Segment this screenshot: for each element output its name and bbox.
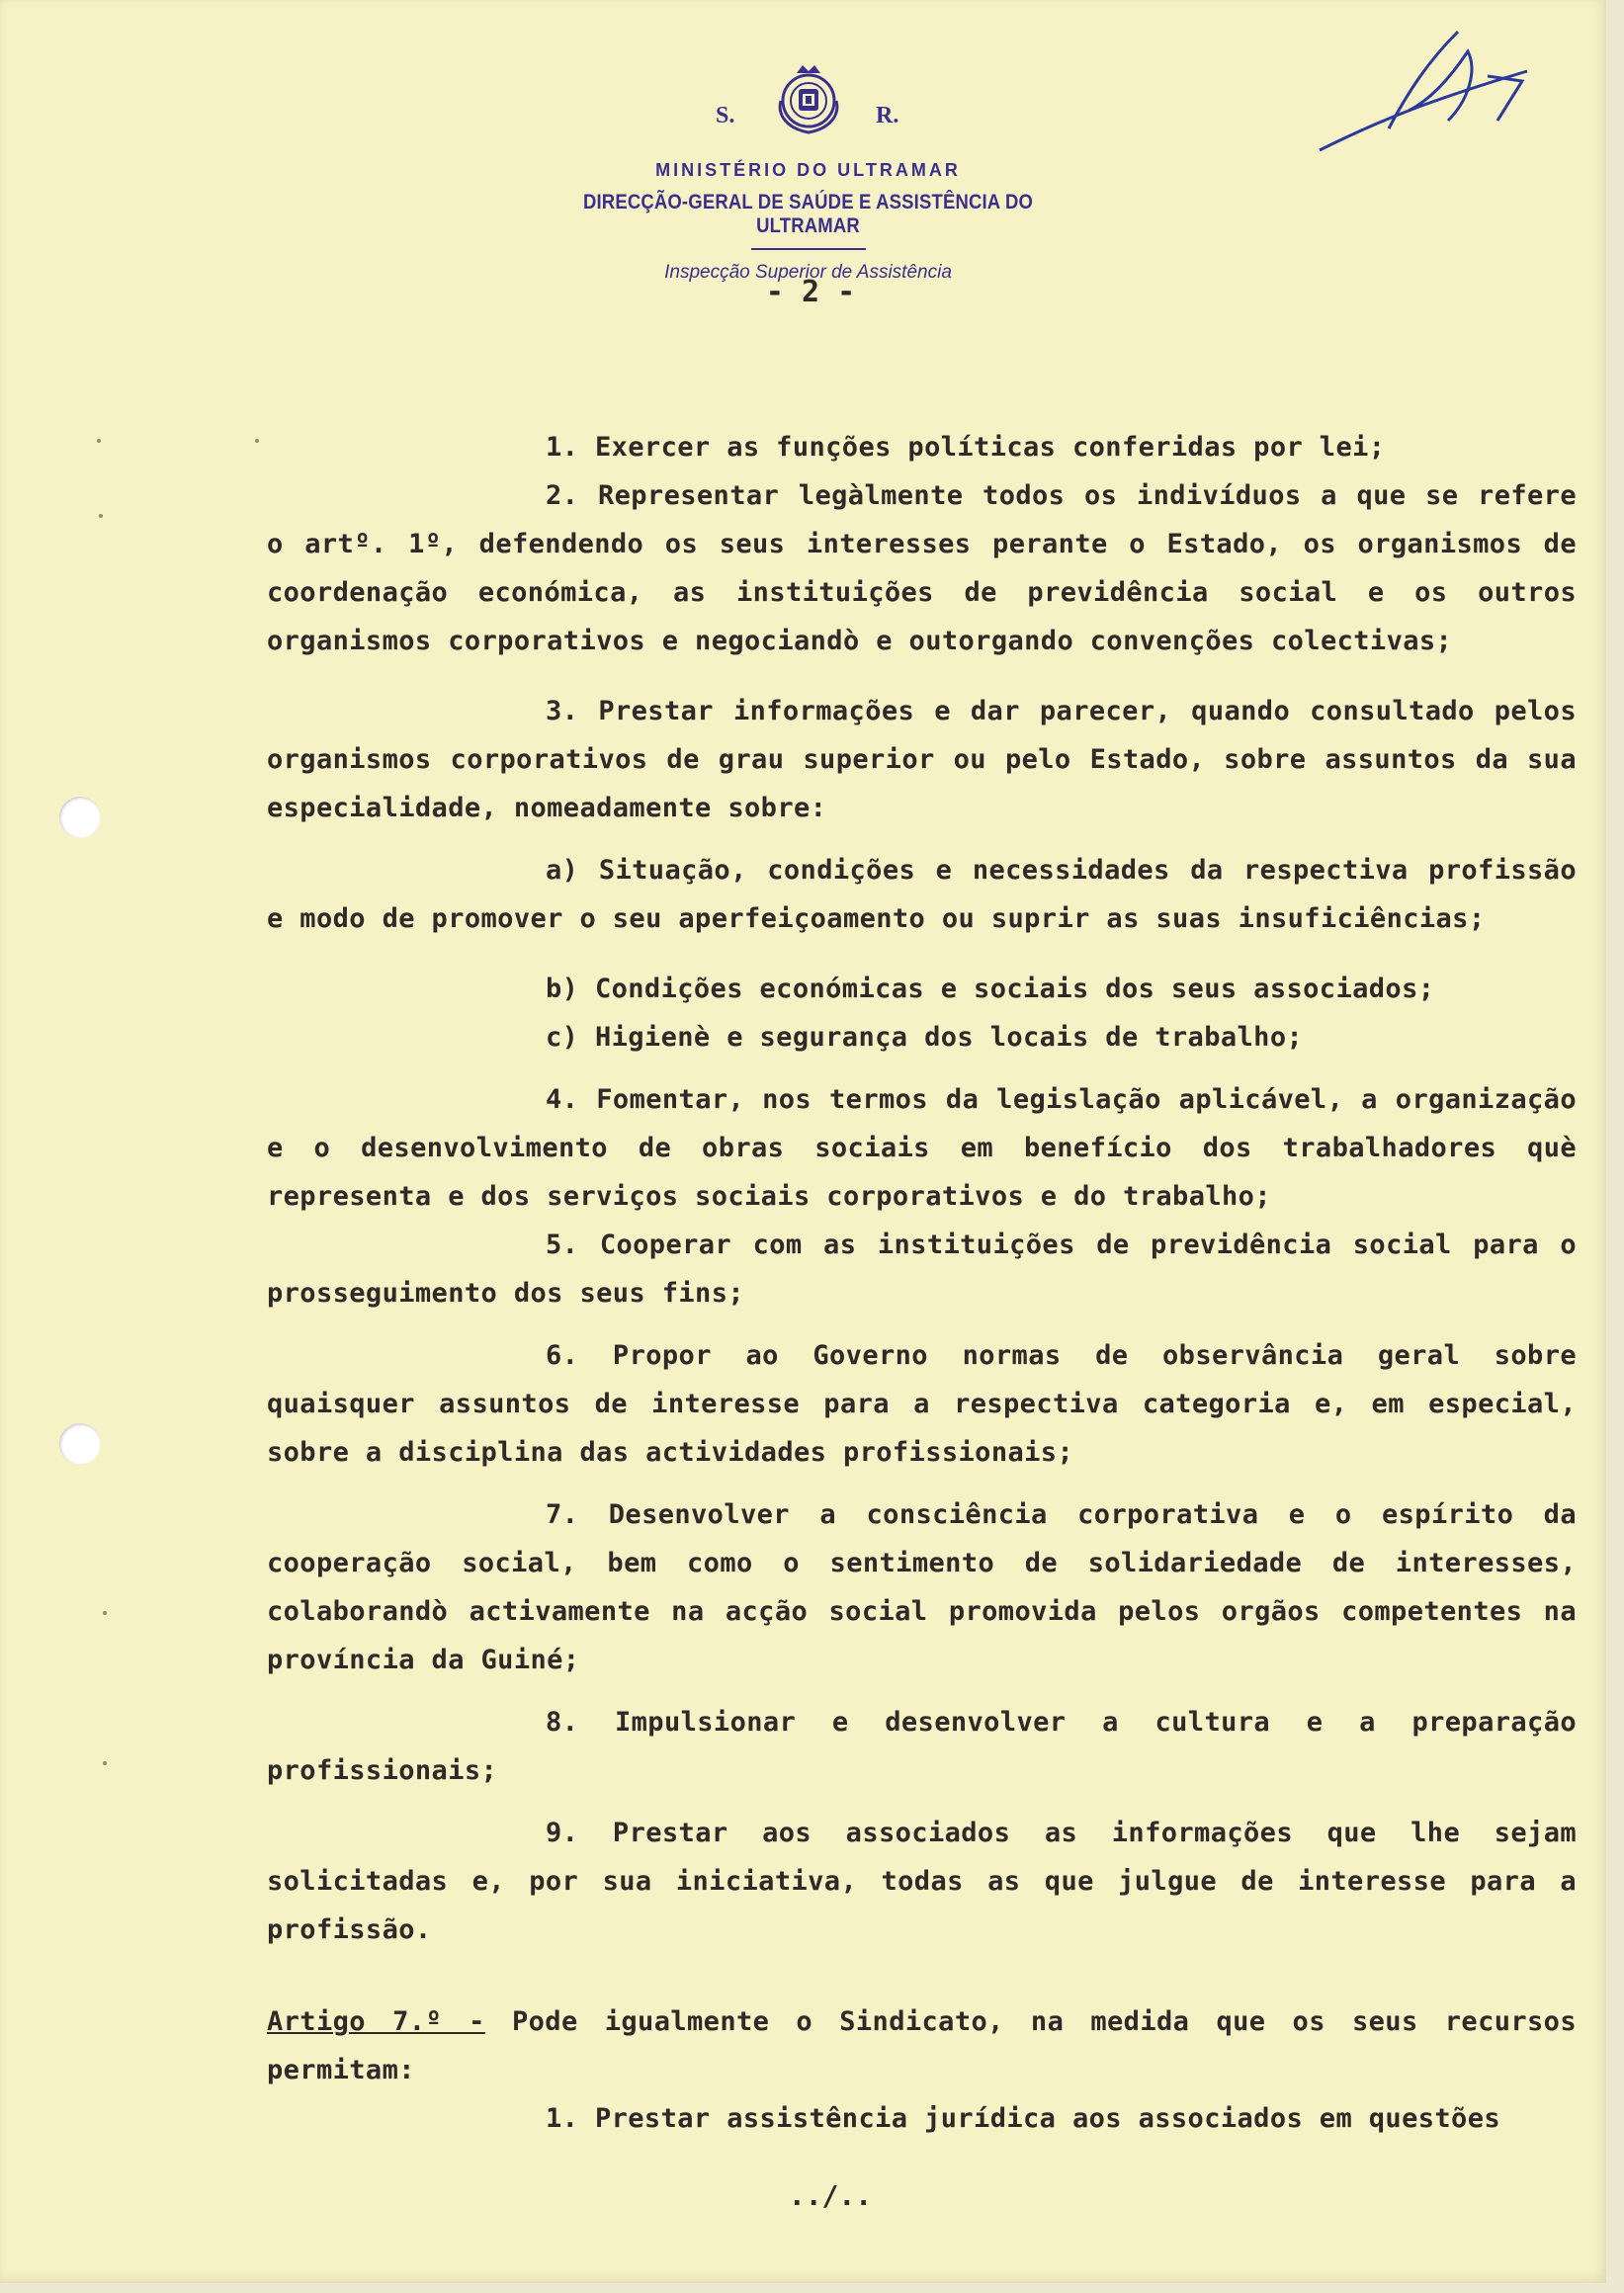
letterhead-initial-r: R. bbox=[876, 103, 899, 128]
letterhead-initial-s: S. bbox=[716, 103, 735, 128]
page-number: - 2 - bbox=[765, 275, 856, 309]
emblem-row bbox=[494, 59, 1122, 158]
paper-speck bbox=[99, 514, 103, 518]
paper-speck bbox=[103, 1761, 107, 1765]
article-7-text: Pode igualmente o Sindicato, na medida que os seus recursos permitam: bbox=[267, 2006, 1577, 2085]
letterhead-divider bbox=[751, 248, 866, 250]
item-4: 4. Fomentar, nos termos da legislação aplicável, a organização e o desenvolvimento de obras sociais em benefício dos trabalhadores què representa e dos serviços sociais corporativos e do trabalho; bbox=[267, 1084, 1577, 1212]
directorate-name: DIRECÇÃO-GERAL DE SAÚDE E ASSISTÊNCIA DO ULTRAMAR bbox=[582, 191, 1034, 237]
punch-hole-upper bbox=[59, 797, 101, 838]
paper-speck bbox=[97, 439, 101, 443]
letterhead bbox=[494, 59, 1122, 284]
article-7-item-1: 1. Prestar assistência jurídica aos associados em questões bbox=[546, 2103, 1501, 2134]
article-7-heading: Artigo 7.º - bbox=[267, 2006, 485, 2037]
item-9: 9. Prestar aos associados as informações que lhe sejam solicitadas e, por sua iniciativa, todas as que julgue de interesse para a profissão. bbox=[267, 1818, 1577, 1945]
item-3: 3. Prestar informações e dar parecer, quando consultado pelos organismos corporativos de grau superior ou pelo Estado, sobre assuntos da sua especialidade, nomeadamente sobre: bbox=[267, 696, 1577, 823]
document-body bbox=[267, 423, 1577, 2143]
continuation-mark: ../.. bbox=[788, 2179, 873, 2212]
ministry-name: MINISTÉRIO DO ULTRAMAR bbox=[655, 160, 961, 180]
handwritten-initials bbox=[1310, 12, 1547, 160]
item-3a: a) Situação, condições e necessidades da respectiva profissão e modo de promover o seu aperfeiçoamento ou suprir as suas insuficiências; bbox=[267, 855, 1577, 934]
paper-speck bbox=[255, 439, 259, 443]
item-3b: b) Condições económicas e sociais dos seus associados; bbox=[546, 974, 1435, 1004]
inspection-name: Inspecção Superior de Assistência bbox=[664, 262, 952, 283]
item-2: 2. Representar legàlmente todos os indivíduos a que se refere o artº. 1º, defendendo os seus interesses perante o Estado, os organismos de coordenação económica, as instituições de previdência social e os outros organismos corporativos e negociandò e outorgando convenções colectivas; bbox=[267, 480, 1577, 656]
item-8: 8. Impulsionar e desenvolver a cultura e a preparação profissionais; bbox=[267, 1707, 1577, 1786]
item-6: 6. Propor ao Governo normas de observância geral sobre quaisquer assuntos de interesse para a respectiva categoria e, em especial, sobre a disciplina das actividades profissionais; bbox=[267, 1340, 1577, 1468]
article-7-paragraph bbox=[267, 1997, 1577, 2094]
coat-of-arms-icon bbox=[775, 61, 842, 136]
item-5: 5. Cooperar com as instituições de previdência social para o prosseguimento dos seus fins; bbox=[267, 1230, 1577, 1309]
paper-speck bbox=[103, 1611, 107, 1615]
item-7: 7. Desenvolver a consciência corporativa e o espírito da cooperação social, bem como o sentimento de solidariedade de interesses, colaborandò activamente na acção social promovida pelos orgãos competentes na província da Guiné; bbox=[267, 1499, 1577, 1675]
item-3c: c) Higienè e segurança dos locais de trabalho; bbox=[546, 1022, 1304, 1053]
punch-hole-lower bbox=[59, 1423, 101, 1465]
item-1: 1. Exercer as funções políticas conferidas por lei; bbox=[546, 432, 1386, 463]
